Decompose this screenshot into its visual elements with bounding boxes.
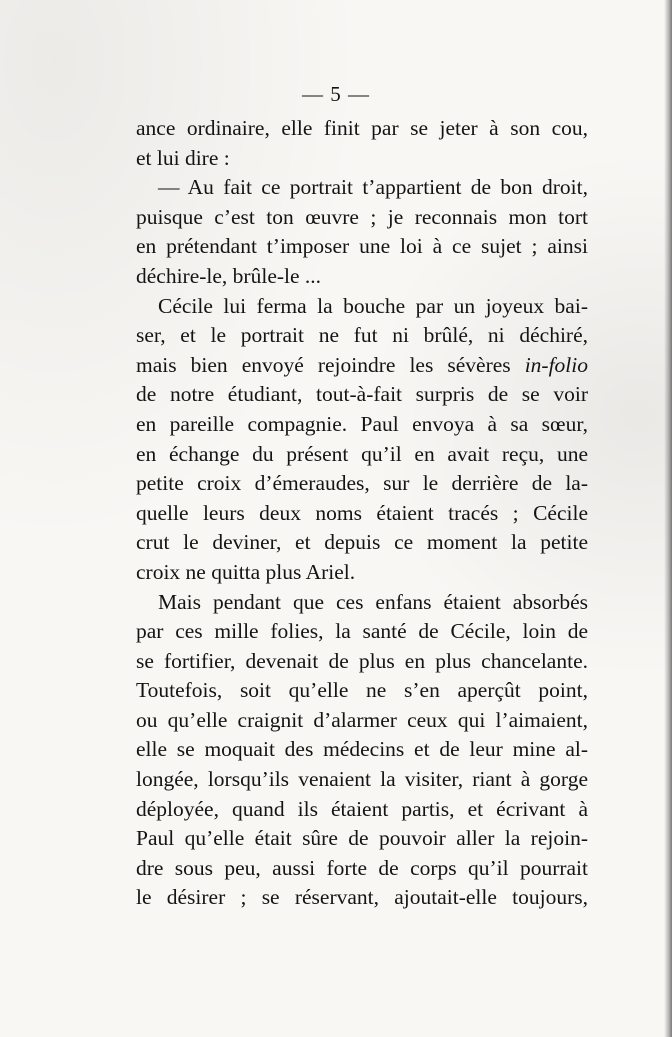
text-line: Paul qu’elle était sûre de pouvoir aller la rejoin-	[136, 826, 588, 851]
text-line: elle se moquait des médecins et de leur mine al-	[136, 737, 588, 762]
text-line: — Au fait ce portrait t’appartient de bon droit,	[158, 175, 588, 200]
text-line: et lui dire :	[136, 145, 230, 170]
text-line: Toutefois, soit qu’elle ne s’en aperçût point,	[136, 678, 588, 703]
text-line: le désirer ; se réservant, ajoutait-elle toujours,	[136, 885, 588, 910]
text-line: dre sous peu, aussi forte de corps qu’il pourrait	[136, 855, 588, 880]
text-line: en prétendant t’imposer une loi à ce sujet ; ainsi	[136, 234, 588, 259]
page-number: — 5 —	[302, 82, 370, 106]
text-line: Mais pendant que ces enfans étaient absorbés	[158, 589, 588, 614]
text-line: en pareille compagnie. Paul envoya à sa sœur,	[136, 411, 588, 436]
text-line: en échange du présent qu’il en avait reçu, une	[136, 441, 588, 466]
text-line: déployée, quand ils étaient partis, et écrivant à	[136, 796, 588, 821]
italic-term: in-folio	[524, 352, 588, 377]
text-line: crut le deviner, et depuis ce moment la petite	[136, 530, 588, 555]
text-line: se fortifier, devenait de plus en plus chancelante.	[136, 648, 588, 673]
text-line: Cécile lui ferma la bouche par un joyeux bai-	[158, 293, 588, 318]
text-line: puisque c’est ton œuvre ; je reconnais mon tort	[136, 204, 588, 229]
text-line: croix ne quitta plus Ariel.	[136, 559, 356, 584]
text-line: mais bien envoyé rejoindre les sévères in-folio	[136, 352, 588, 377]
text-line: déchire-le, brûle-le ...	[136, 263, 322, 288]
text-line: quelle leurs deux noms étaient tracés ; Cécile	[136, 500, 588, 525]
body-text	[136, 114, 588, 913]
text-line: petite croix d’émeraudes, sur le derrière de la-	[136, 471, 588, 496]
text-line: par ces mille folies, la santé de Cécile, loin de	[136, 619, 588, 644]
page-edge-shadow	[664, 0, 672, 1037]
text-line: ser, et le portrait ne fut ni brûlé, ni déchiré,	[136, 323, 588, 348]
text-line: longée, lorsqu’ils venaient la visiter, riant à gorge	[136, 767, 588, 792]
text-line: ance ordinaire, elle finit par se jeter à son cou,	[136, 116, 588, 140]
text-line: ou qu’elle craignit d’alarmer ceux qui l’aimaient,	[136, 707, 588, 732]
text-line: de notre étudiant, tout-à-fait surpris de se voir	[136, 382, 588, 407]
